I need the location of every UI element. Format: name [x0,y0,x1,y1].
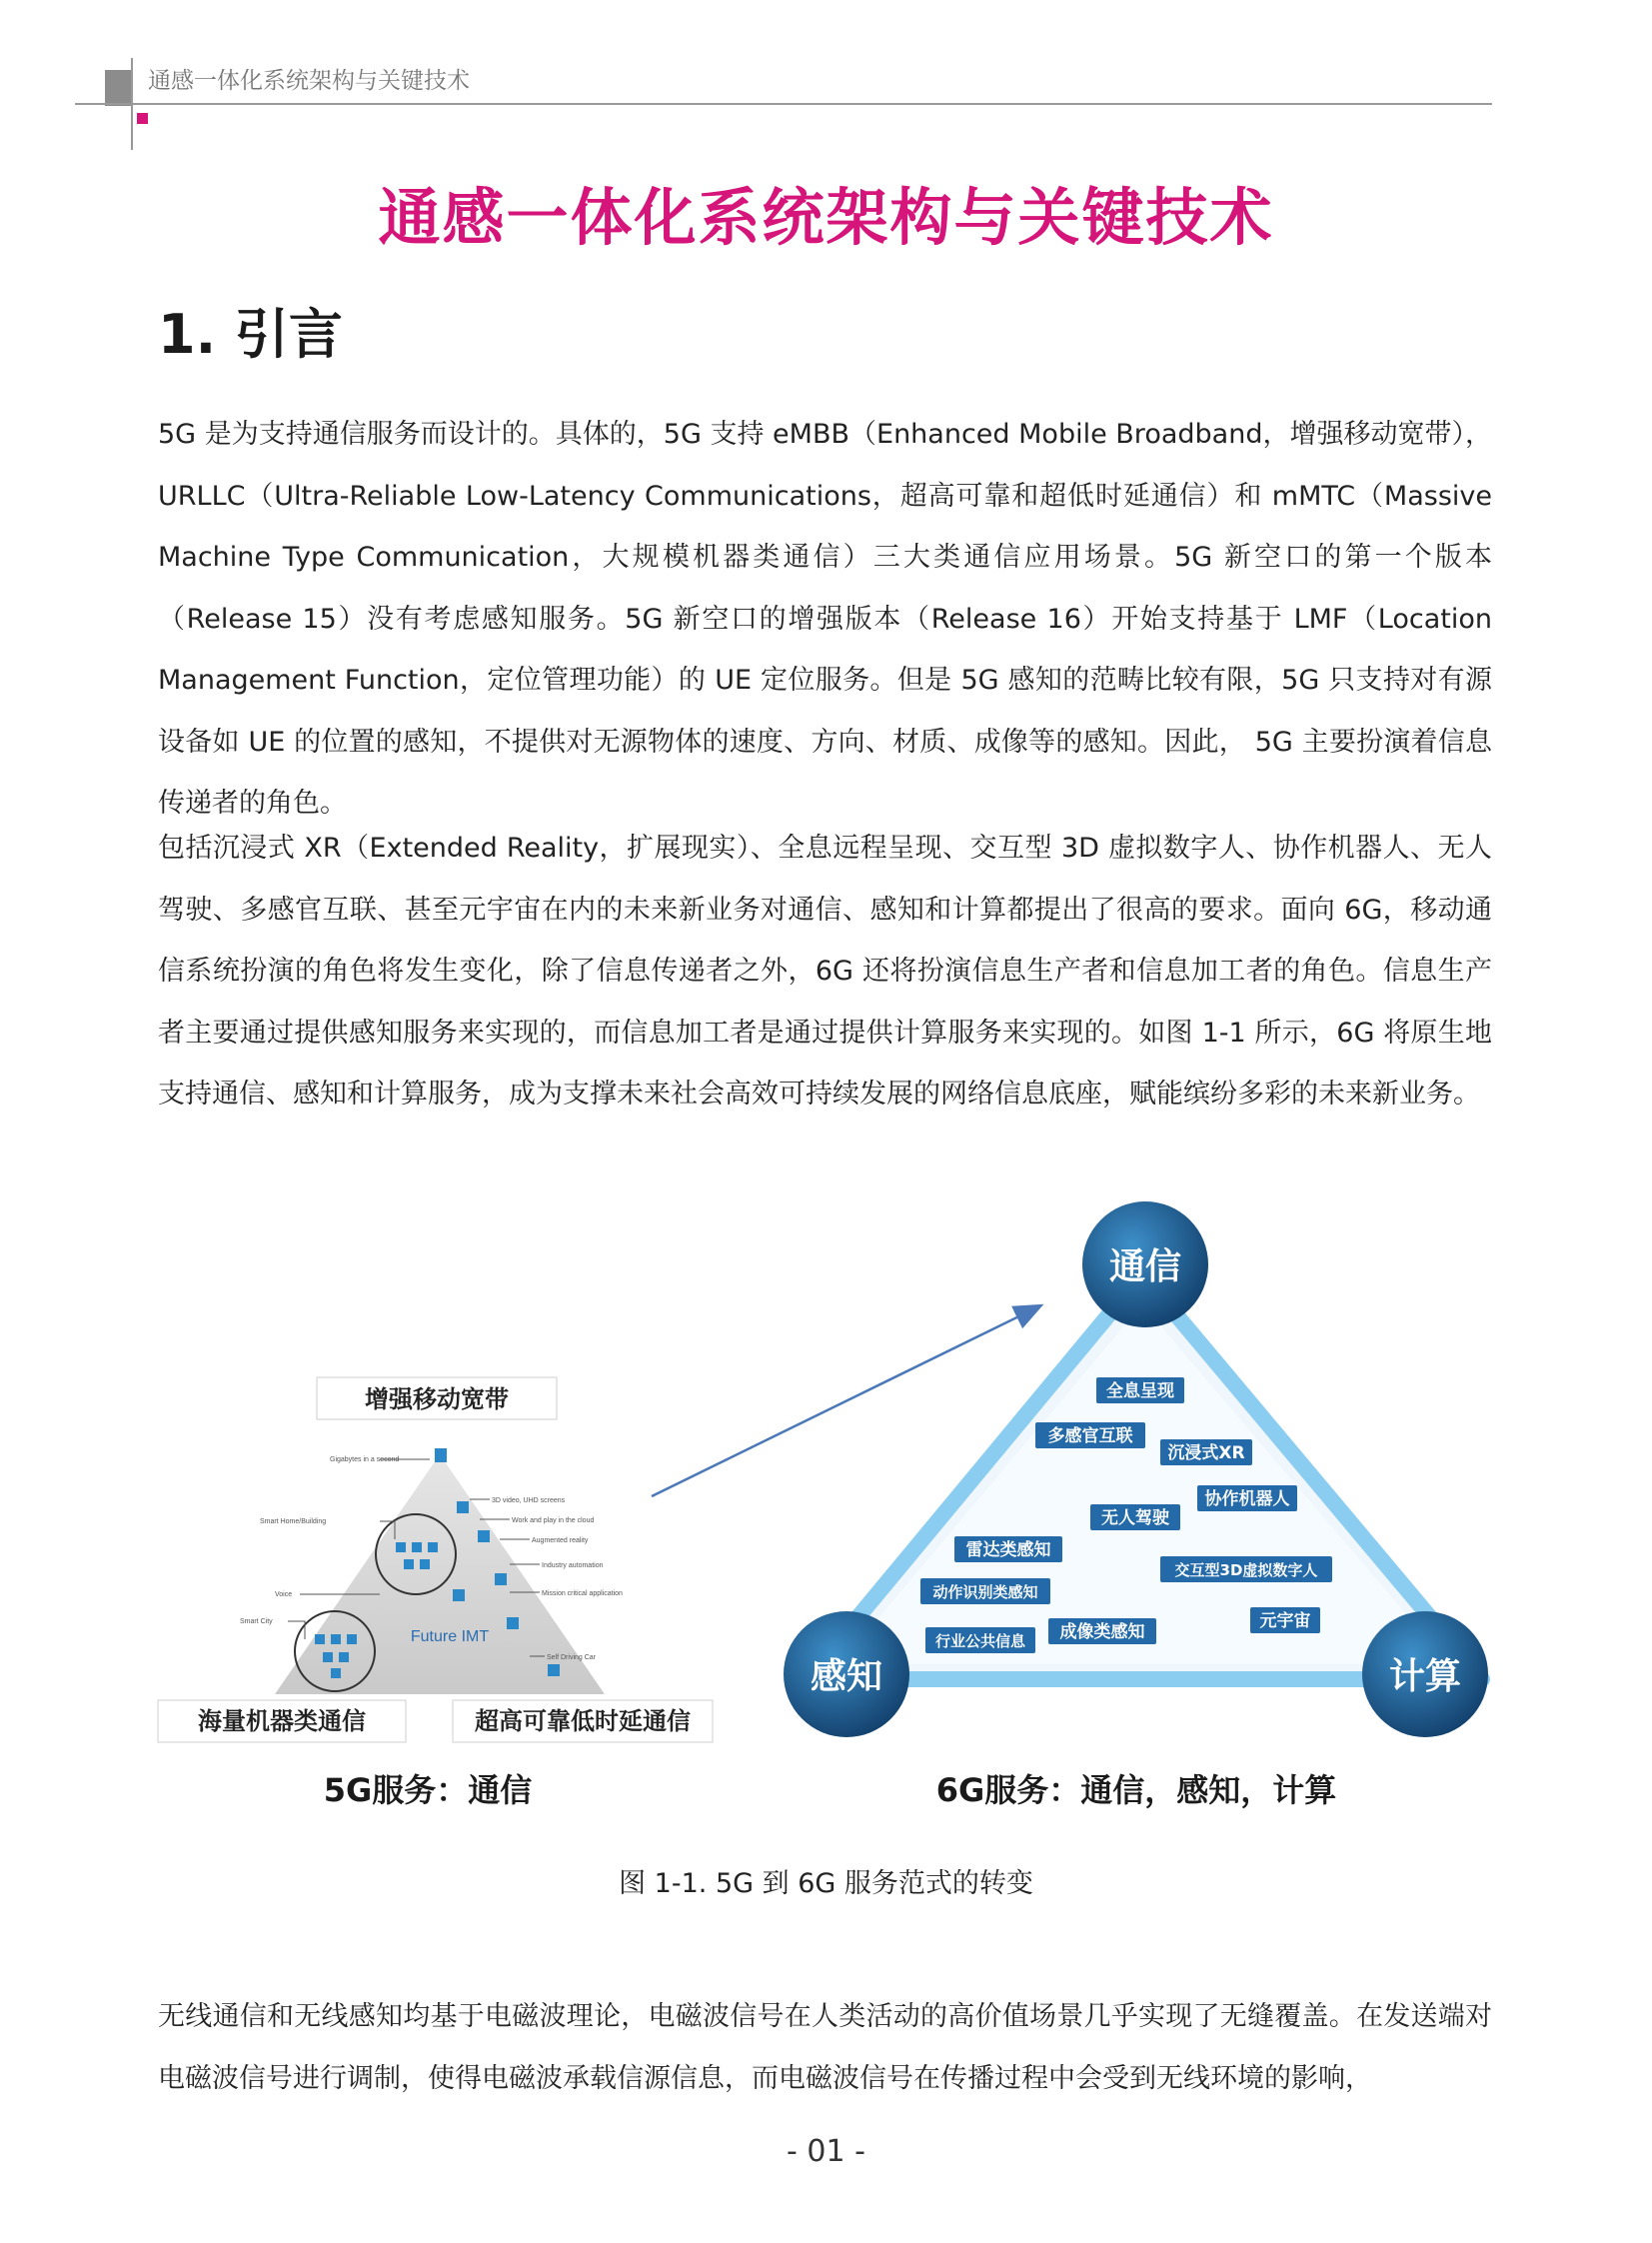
label-augmented-reality: Augmented reality [532,1537,589,1544]
5g-subtitle: 5G服务：通信 [323,1771,533,1809]
device-icon [495,1573,507,1585]
node-computing-label: 计算 [1388,1656,1462,1697]
label-self-driving: Self Driving Car [547,1654,597,1661]
service-industry-info: 行业公共信息 [934,1632,1026,1650]
label-voice: Voice [275,1591,293,1598]
header-gray-block [105,70,131,106]
figure-5g-to-6g [150,1194,1509,1834]
paragraph-wireless-basis: 无线通信和无线感知均基于电磁波理论，电磁波信号在人类活动的高价值场景几乎实现了无缝覆盖。在发送端对电磁波信号进行调制，使得电磁波承载信源信息，而电磁波信号在传播过程中会受到无线环境的影响， [158,2001,1492,2094]
6g-subtitle: 6G服务：通信，感知，计算 [935,1771,1337,1809]
label-gigabytes: Gigabytes in a second [330,1456,400,1463]
service-robots: 协作机器人 [1204,1489,1290,1509]
device-icon [331,1668,341,1678]
paragraph-6g-services: 包括沉浸式 XR（Extended Reality，扩展现实）、全息远程呈现、交互型 3D 虚拟数字人、协作机器人、无人驾驶、多感官互联、甚至元宇宙在内的未来新业务对通信、感知和计算都提出了很高的要求。面向 6G，移动通信系统扮演的角色将发生变化，除了信息传递者之外，6G 还将扮演信息生产者和信息加工者的角色。信息生产者主要通过提供感知服务来实现的，而信息加工者是通过提供计算服务来实现的。如图 1-1 所示，6G 将原生地支持通信、感知和计算服务，成为支撑未来社会高效可持续发展的网络信息底座，赋能缤纷多彩的未来新业务。 [158,833,1492,1110]
service-digital-human: 交互型3D虚拟数字人 [1174,1561,1318,1579]
service-multisensory: 多感官互联 [1047,1426,1133,1446]
service-immersive-xr: 沉浸式XR [1167,1443,1245,1463]
paragraph-intro: 5G 是为支持通信服务而设计的。具体的，5G 支持 eMBB（Enhanced Mobile Broadband，增强移动宽带），URLLC（Ultra-Reliable Low-Latency Communications，超高可靠和超低时延通信）和 mMTC（Massive Machine Type Communication，大规模机器类通信）三大类通信应用场景。5G 新空口的第一个版本（Release 15）没有考虑感知服务。5G 新空口的增强版本（Release 16）开始支持基于 LMF（Location Management Function，定位管理功能）的 UE 定位服务。但是 5G 感知的范畴比较有限，5G 只支持对有源设备如 UE 的位置的感知，不提供对无源物体的速度、方向、材质、成像等的感知。因此， 5G 主要扮演着信息传递者的角色。 [158,419,1493,819]
device-icon [331,1634,341,1644]
embb-label: 增强移动宽带 [365,1385,509,1413]
device-icon [453,1589,465,1601]
node-sensing-label: 感知 [810,1656,883,1697]
device-icon [315,1634,325,1644]
page-number: - 01 - [787,2134,865,2169]
header-horizontal-rule [75,103,1492,105]
service-metaverse: 元宇宙 [1259,1611,1311,1631]
device-icon [507,1617,519,1629]
device-icon [428,1542,438,1552]
label-3d-video: 3D video, UHD screens [492,1497,566,1504]
device-icon [457,1501,469,1513]
device-icon [347,1634,357,1644]
device-icon [435,1448,447,1462]
header-pink-square [137,113,148,124]
figure-caption: 图 1-1. 5G 到 6G 服务范式的转变 [619,1868,1033,1899]
device-icon [323,1652,333,1662]
device-icon [412,1542,422,1552]
urllc-label: 超高可靠低时延通信 [475,1707,691,1735]
service-motion-recognition: 动作识别类感知 [932,1583,1038,1601]
label-mission-critical: Mission critical application [542,1590,623,1597]
service-holographic: 全息呈现 [1106,1381,1174,1401]
label-industry-automation: Industry automation [542,1562,604,1569]
service-imaging: 成像类感知 [1059,1622,1145,1642]
running-header-title: 通感一体化系统架构与关键技术 [148,68,470,94]
label-work-play-cloud: Work and play in the cloud [512,1517,595,1524]
device-icon [404,1559,414,1569]
device-icon [339,1652,349,1662]
section-title: 1. 引言 [158,303,343,366]
device-icon [396,1542,406,1552]
service-radar: 雷达类感知 [965,1540,1051,1560]
document-title: 通感一体化系统架构与关键技术 [378,181,1274,254]
label-smart-city: Smart City [240,1618,273,1625]
service-autonomous: 无人驾驶 [1101,1508,1169,1528]
device-icon [478,1530,490,1542]
device-icon [420,1559,430,1569]
label-smart-home: Smart Home/Building [260,1518,327,1525]
device-icon [548,1664,560,1676]
mmtc-label: 海量机器类通信 [198,1707,366,1735]
future-imt-label: Future IMT [410,1628,490,1645]
connector-line [288,1621,305,1639]
node-communication-label: 通信 [1108,1246,1182,1287]
